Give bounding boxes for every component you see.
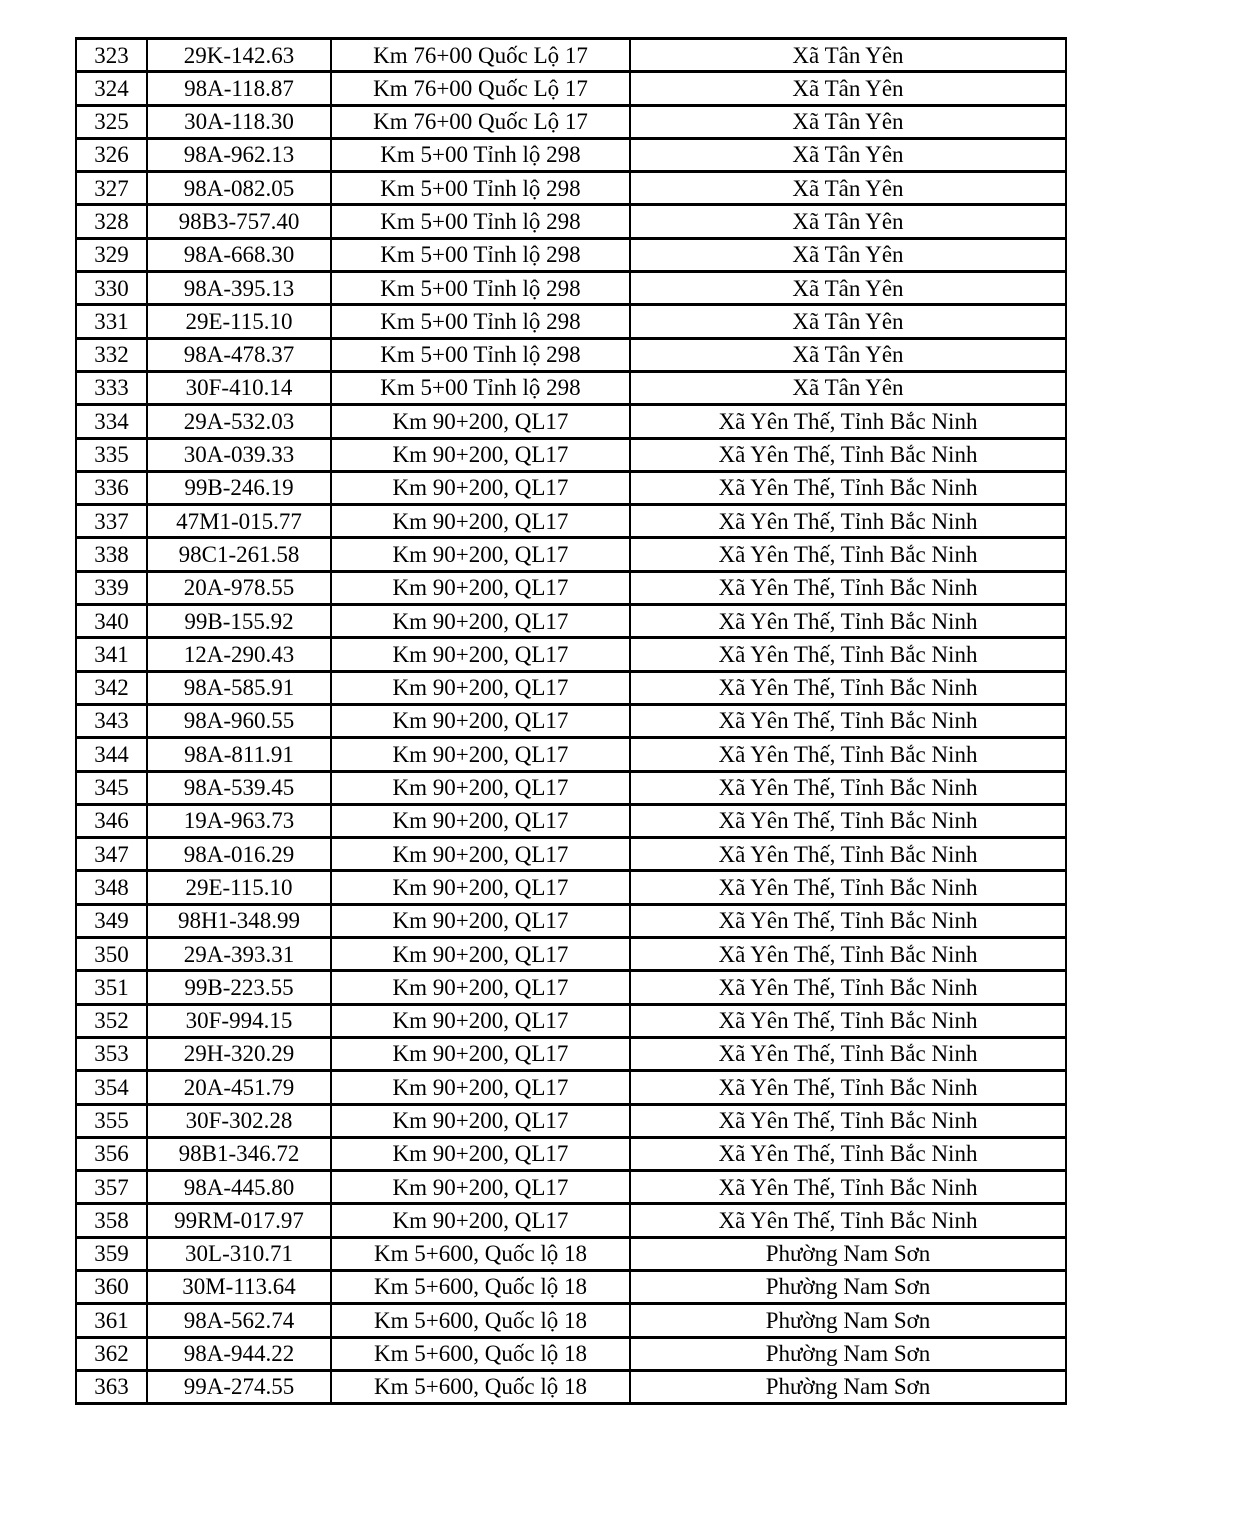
cell-location: Km 90+200, QL17: [331, 1037, 630, 1070]
cell-location: Km 5+600, Quốc lộ 18: [331, 1237, 630, 1270]
cell-area: Xã Tân Yên: [630, 72, 1066, 105]
table-row: [76, 938, 1066, 971]
cell-stt: 327: [76, 172, 147, 205]
cell-plate: 98B3-757.40: [147, 205, 331, 238]
cell-stt: 357: [76, 1171, 147, 1204]
cell-plate: 98A-016.29: [147, 838, 331, 871]
cell-area: Xã Tân Yên: [630, 338, 1066, 371]
table-row: [76, 471, 1066, 504]
table-row: [76, 272, 1066, 305]
cell-location: Km 90+200, QL17: [331, 904, 630, 937]
cell-plate: 20A-451.79: [147, 1071, 331, 1104]
license-plate-table: [75, 37, 1067, 1405]
cell-plate: 98A-395.13: [147, 272, 331, 305]
cell-stt: 356: [76, 1137, 147, 1170]
table-row: [76, 571, 1066, 604]
cell-stt: 323: [76, 39, 147, 72]
cell-location: Km 90+200, QL17: [331, 1071, 630, 1104]
cell-location: Km 90+200, QL17: [331, 1171, 630, 1204]
cell-stt: 341: [76, 638, 147, 671]
table-row: [76, 338, 1066, 371]
table-row: [76, 172, 1066, 205]
cell-plate: 98A-445.80: [147, 1171, 331, 1204]
cell-location: Km 90+200, QL17: [331, 1137, 630, 1170]
cell-plate: 98A-539.45: [147, 771, 331, 804]
cell-plate: 99B-223.55: [147, 971, 331, 1004]
cell-stt: 346: [76, 804, 147, 837]
table-row: [76, 704, 1066, 737]
cell-location: Km 90+200, QL17: [331, 738, 630, 771]
cell-stt: 338: [76, 538, 147, 571]
table-row: [76, 671, 1066, 704]
cell-stt: 334: [76, 405, 147, 438]
cell-location: Km 76+00 Quốc Lộ 17: [331, 39, 630, 72]
cell-location: Km 5+600, Quốc lộ 18: [331, 1304, 630, 1337]
cell-stt: 360: [76, 1270, 147, 1303]
cell-stt: 361: [76, 1304, 147, 1337]
table-row: [76, 1071, 1066, 1104]
cell-location: Km 90+200, QL17: [331, 871, 630, 904]
cell-stt: 344: [76, 738, 147, 771]
cell-location: Km 90+200, QL17: [331, 804, 630, 837]
table-row: [76, 538, 1066, 571]
table-row: [76, 1337, 1066, 1370]
cell-location: Km 5+00 Tỉnh lộ 298: [331, 205, 630, 238]
cell-area: Xã Tân Yên: [630, 272, 1066, 305]
cell-plate: 98A-478.37: [147, 338, 331, 371]
table-row: [76, 605, 1066, 638]
cell-area: Xã Yên Thế, Tỉnh Bắc Ninh: [630, 538, 1066, 571]
cell-area: Xã Yên Thế, Tỉnh Bắc Ninh: [630, 605, 1066, 638]
cell-stt: 353: [76, 1037, 147, 1070]
table-row: [76, 1104, 1066, 1137]
cell-area: Phường Nam Sơn: [630, 1337, 1066, 1370]
cell-location: Km 90+200, QL17: [331, 838, 630, 871]
table-row: [76, 371, 1066, 404]
cell-plate: 30L-310.71: [147, 1237, 331, 1270]
cell-area: Xã Yên Thế, Tỉnh Bắc Ninh: [630, 738, 1066, 771]
cell-area: Xã Yên Thế, Tỉnh Bắc Ninh: [630, 505, 1066, 538]
cell-area: Xã Tân Yên: [630, 205, 1066, 238]
cell-area: Phường Nam Sơn: [630, 1237, 1066, 1270]
cell-plate: 98A-585.91: [147, 671, 331, 704]
table-row: [76, 505, 1066, 538]
cell-area: Xã Yên Thế, Tỉnh Bắc Ninh: [630, 571, 1066, 604]
cell-area: Xã Yên Thế, Tỉnh Bắc Ninh: [630, 704, 1066, 737]
cell-stt: 348: [76, 871, 147, 904]
cell-plate: 99RM-017.97: [147, 1204, 331, 1237]
cell-location: Km 5+600, Quốc lộ 18: [331, 1270, 630, 1303]
cell-plate: 99B-155.92: [147, 605, 331, 638]
cell-location: Km 90+200, QL17: [331, 505, 630, 538]
cell-location: Km 5+600, Quốc lộ 18: [331, 1337, 630, 1370]
table-row: [76, 1137, 1066, 1170]
table-row: [76, 871, 1066, 904]
cell-area: Xã Tân Yên: [630, 39, 1066, 72]
cell-stt: 336: [76, 471, 147, 504]
cell-stt: 335: [76, 438, 147, 471]
table-row: [76, 1270, 1066, 1303]
cell-area: Xã Yên Thế, Tỉnh Bắc Ninh: [630, 1137, 1066, 1170]
cell-location: Km 90+200, QL17: [331, 771, 630, 804]
cell-plate: 98A-562.74: [147, 1304, 331, 1337]
table-row: [76, 205, 1066, 238]
cell-location: Km 5+00 Tỉnh lộ 298: [331, 305, 630, 338]
cell-plate: 29H-320.29: [147, 1037, 331, 1070]
cell-stt: 329: [76, 238, 147, 271]
cell-area: Xã Yên Thế, Tỉnh Bắc Ninh: [630, 904, 1066, 937]
table-row: [76, 771, 1066, 804]
cell-plate: 29E-115.10: [147, 305, 331, 338]
cell-stt: 326: [76, 138, 147, 171]
cell-plate: 29A-393.31: [147, 938, 331, 971]
cell-area: Xã Yên Thế, Tỉnh Bắc Ninh: [630, 638, 1066, 671]
cell-area: Xã Yên Thế, Tỉnh Bắc Ninh: [630, 1204, 1066, 1237]
cell-location: Km 5+600, Quốc lộ 18: [331, 1370, 630, 1403]
cell-area: Xã Yên Thế, Tỉnh Bắc Ninh: [630, 1171, 1066, 1204]
cell-location: Km 90+200, QL17: [331, 405, 630, 438]
cell-location: Km 90+200, QL17: [331, 471, 630, 504]
table-row: [76, 804, 1066, 837]
cell-stt: 363: [76, 1370, 147, 1403]
cell-location: Km 90+200, QL17: [331, 671, 630, 704]
cell-area: Xã Yên Thế, Tỉnh Bắc Ninh: [630, 405, 1066, 438]
cell-location: Km 5+00 Tỉnh lộ 298: [331, 138, 630, 171]
cell-stt: 358: [76, 1204, 147, 1237]
cell-stt: 349: [76, 904, 147, 937]
cell-stt: 324: [76, 72, 147, 105]
cell-area: Xã Yên Thế, Tỉnh Bắc Ninh: [630, 971, 1066, 1004]
cell-plate: 99B-246.19: [147, 471, 331, 504]
cell-location: Km 5+00 Tỉnh lộ 298: [331, 338, 630, 371]
cell-stt: 345: [76, 771, 147, 804]
cell-location: Km 90+200, QL17: [331, 1104, 630, 1137]
cell-stt: 347: [76, 838, 147, 871]
cell-stt: 355: [76, 1104, 147, 1137]
cell-location: Km 5+00 Tỉnh lộ 298: [331, 371, 630, 404]
cell-plate: 12A-290.43: [147, 638, 331, 671]
cell-location: Km 5+00 Tỉnh lộ 298: [331, 272, 630, 305]
cell-stt: 342: [76, 671, 147, 704]
cell-area: Xã Yên Thế, Tỉnh Bắc Ninh: [630, 1071, 1066, 1104]
table-row: [76, 105, 1066, 138]
cell-plate: 29E-115.10: [147, 871, 331, 904]
cell-plate: 98A-082.05: [147, 172, 331, 205]
cell-plate: 98A-944.22: [147, 1337, 331, 1370]
cell-area: Xã Yên Thế, Tỉnh Bắc Ninh: [630, 1037, 1066, 1070]
cell-location: Km 90+200, QL17: [331, 938, 630, 971]
cell-location: Km 90+200, QL17: [331, 571, 630, 604]
cell-area: Xã Tân Yên: [630, 305, 1066, 338]
table-row: [76, 1004, 1066, 1037]
table-row: [76, 39, 1066, 72]
cell-location: Km 5+00 Tỉnh lộ 298: [331, 172, 630, 205]
table-row: [76, 405, 1066, 438]
cell-plate: 98B1-346.72: [147, 1137, 331, 1170]
cell-stt: 333: [76, 371, 147, 404]
cell-location: Km 90+200, QL17: [331, 638, 630, 671]
cell-location: Km 76+00 Quốc Lộ 17: [331, 72, 630, 105]
cell-stt: 332: [76, 338, 147, 371]
cell-area: Xã Yên Thế, Tỉnh Bắc Ninh: [630, 438, 1066, 471]
cell-plate: 30F-994.15: [147, 1004, 331, 1037]
cell-stt: 351: [76, 971, 147, 1004]
cell-location: Km 90+200, QL17: [331, 1204, 630, 1237]
cell-plate: 99A-274.55: [147, 1370, 331, 1403]
table-row: [76, 1237, 1066, 1270]
cell-plate: 30A-039.33: [147, 438, 331, 471]
cell-area: Xã Yên Thế, Tỉnh Bắc Ninh: [630, 1104, 1066, 1137]
cell-stt: 328: [76, 205, 147, 238]
table-row: [76, 305, 1066, 338]
cell-area: Xã Yên Thế, Tỉnh Bắc Ninh: [630, 871, 1066, 904]
cell-stt: 359: [76, 1237, 147, 1270]
cell-stt: 354: [76, 1071, 147, 1104]
cell-location: Km 90+200, QL17: [331, 438, 630, 471]
cell-area: Xã Yên Thế, Tỉnh Bắc Ninh: [630, 804, 1066, 837]
cell-plate: 98A-668.30: [147, 238, 331, 271]
cell-plate: 98A-118.87: [147, 72, 331, 105]
cell-plate: 30A-118.30: [147, 105, 331, 138]
cell-stt: 331: [76, 305, 147, 338]
cell-plate: 47M1-015.77: [147, 505, 331, 538]
table-row: [76, 1304, 1066, 1337]
cell-location: Km 90+200, QL17: [331, 704, 630, 737]
table-row: [76, 638, 1066, 671]
cell-plate: 98A-962.13: [147, 138, 331, 171]
table-row: [76, 1370, 1066, 1403]
cell-stt: 330: [76, 272, 147, 305]
license-plate-table-body: [76, 39, 1066, 1404]
cell-location: Km 5+00 Tỉnh lộ 298: [331, 238, 630, 271]
table-row: [76, 138, 1066, 171]
cell-stt: 340: [76, 605, 147, 638]
cell-area: Xã Tân Yên: [630, 371, 1066, 404]
table-row: [76, 238, 1066, 271]
cell-plate: 98A-811.91: [147, 738, 331, 771]
cell-plate: 19A-963.73: [147, 804, 331, 837]
cell-area: Xã Tân Yên: [630, 105, 1066, 138]
cell-area: Xã Yên Thế, Tỉnh Bắc Ninh: [630, 838, 1066, 871]
cell-plate: 29K-142.63: [147, 39, 331, 72]
cell-stt: 339: [76, 571, 147, 604]
cell-area: Phường Nam Sơn: [630, 1270, 1066, 1303]
cell-plate: 30F-410.14: [147, 371, 331, 404]
cell-area: Xã Yên Thế, Tỉnh Bắc Ninh: [630, 938, 1066, 971]
cell-area: Xã Yên Thế, Tỉnh Bắc Ninh: [630, 771, 1066, 804]
cell-plate: 98C1-261.58: [147, 538, 331, 571]
cell-area: Xã Yên Thế, Tỉnh Bắc Ninh: [630, 471, 1066, 504]
table-row: [76, 1171, 1066, 1204]
cell-plate: 98A-960.55: [147, 704, 331, 737]
cell-stt: 362: [76, 1337, 147, 1370]
cell-area: Xã Tân Yên: [630, 238, 1066, 271]
table-row: [76, 1037, 1066, 1070]
cell-plate: 98H1-348.99: [147, 904, 331, 937]
table-row: [76, 1204, 1066, 1237]
cell-location: Km 90+200, QL17: [331, 971, 630, 1004]
cell-stt: 350: [76, 938, 147, 971]
cell-location: Km 76+00 Quốc Lộ 17: [331, 105, 630, 138]
cell-stt: 343: [76, 704, 147, 737]
table-row: [76, 971, 1066, 1004]
cell-plate: 20A-978.55: [147, 571, 331, 604]
table-row: [76, 838, 1066, 871]
cell-stt: 337: [76, 505, 147, 538]
cell-area: Phường Nam Sơn: [630, 1304, 1066, 1337]
cell-location: Km 90+200, QL17: [331, 1004, 630, 1037]
cell-location: Km 90+200, QL17: [331, 538, 630, 571]
cell-location: Km 90+200, QL17: [331, 605, 630, 638]
cell-area: Xã Yên Thế, Tỉnh Bắc Ninh: [630, 1004, 1066, 1037]
cell-area: Phường Nam Sơn: [630, 1370, 1066, 1403]
table-row: [76, 438, 1066, 471]
table-row: [76, 738, 1066, 771]
cell-area: Xã Yên Thế, Tỉnh Bắc Ninh: [630, 671, 1066, 704]
cell-plate: 29A-532.03: [147, 405, 331, 438]
table-row: [76, 904, 1066, 937]
table-row: [76, 72, 1066, 105]
cell-area: Xã Tân Yên: [630, 138, 1066, 171]
cell-stt: 325: [76, 105, 147, 138]
cell-plate: 30M-113.64: [147, 1270, 331, 1303]
cell-area: Xã Tân Yên: [630, 172, 1066, 205]
cell-plate: 30F-302.28: [147, 1104, 331, 1137]
cell-stt: 352: [76, 1004, 147, 1037]
